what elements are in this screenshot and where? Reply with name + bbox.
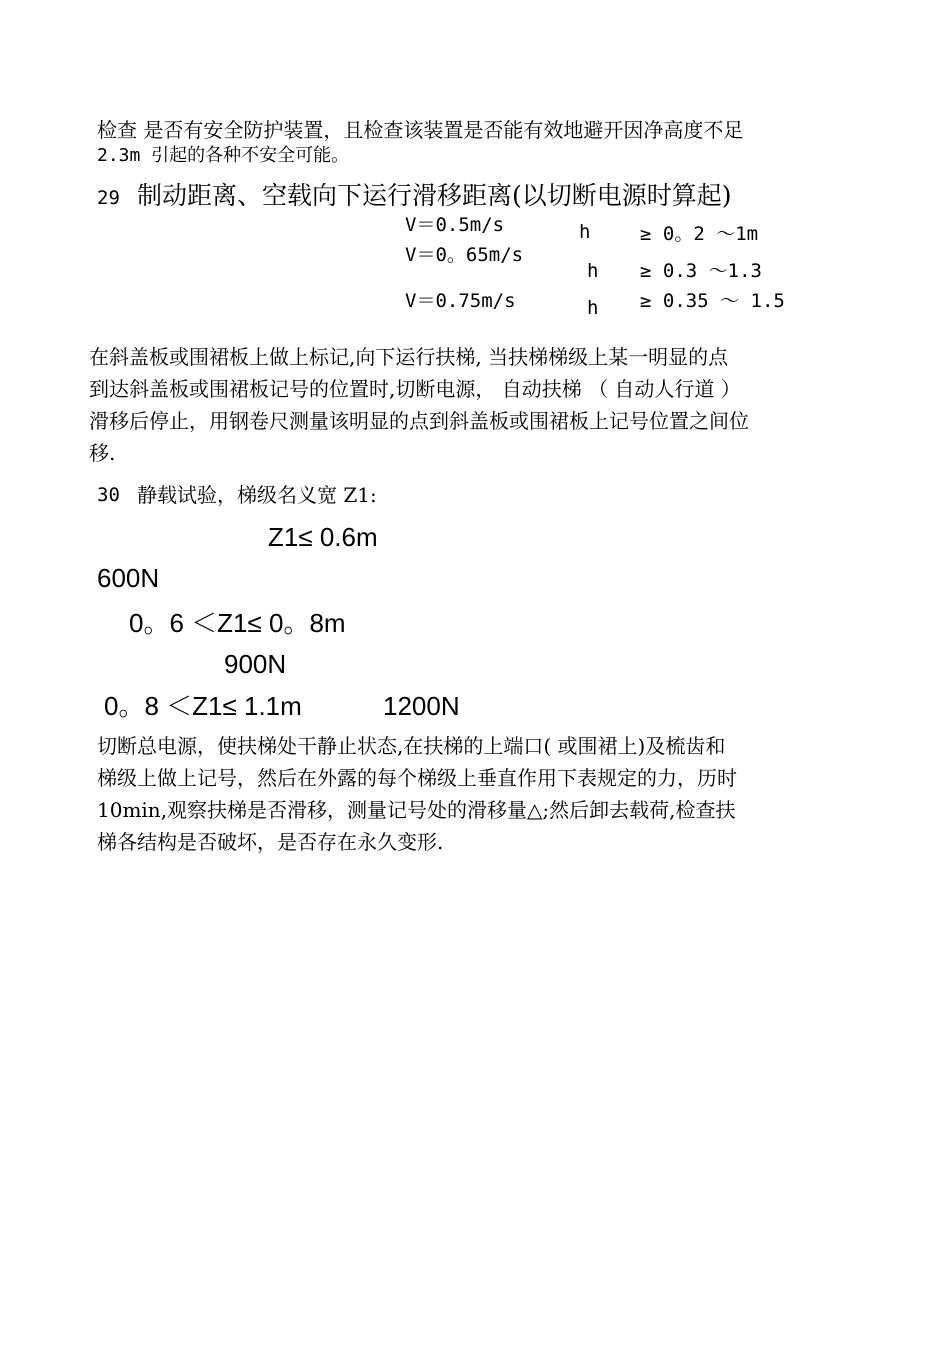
section-29-title: 制动距离、空载向下运行滑移距离(以切断电源时算起) bbox=[137, 181, 732, 210]
load-item-2-force: 900N bbox=[224, 649, 287, 679]
speed-row-2-speed: V＝0。65m/s bbox=[405, 244, 524, 266]
load-item-1-force: 600N bbox=[97, 563, 160, 593]
section-30-paragraph-line-2: 梯级上做上记号，然后在外露的每个梯级上垂直作用下表规定的力，历时 bbox=[97, 766, 737, 790]
section-29-paragraph-line-2: 到达斜盖板或围裙板记号的位置时,切断电源， 自动扶梯 （ 自动人行道 ） bbox=[89, 377, 741, 401]
speed-row-3-speed: V＝0.75m/s bbox=[405, 290, 516, 312]
load-item-1-condition: Z1≤ 0.6m bbox=[268, 522, 378, 552]
speed-row-3-range: ≥ 0.35 ～ 1.5 bbox=[640, 290, 785, 312]
speed-row-1-range: ≥ 0。2 ～1m bbox=[640, 223, 759, 245]
intro-line-1: 检查 是否有安全防护装置，且检查该装置是否能有效地避开因净高度不足 bbox=[97, 118, 744, 142]
intro-line-2: 2.3m 引起的各种不安全可能。 bbox=[97, 145, 350, 166]
speed-row-2-range: ≥ 0.3 ～1.3 bbox=[640, 260, 762, 282]
section-30-paragraph-line-1: 切断总电源，使扶梯处干静止状态,在扶梯的上端口( 或围裙上)及梳齿和 bbox=[97, 734, 726, 758]
section-29-paragraph-line-3: 滑移后停止，用钢卷尺测量该明显的点到斜盖板或围裙板上记号位置之间位 bbox=[89, 409, 749, 433]
load-item-3-condition: 0。8 ＜Z1≤ 1.1m bbox=[104, 691, 302, 721]
speed-row-1-h: h bbox=[579, 221, 591, 243]
speed-row-2-h: h bbox=[587, 260, 599, 282]
load-item-2-condition: 0。6 ＜Z1≤ 0。8m bbox=[129, 608, 346, 638]
section-30-title: 静载试验，梯级名义宽 Z1: bbox=[137, 483, 377, 507]
section-30-paragraph-line-4: 梯各结构是否破坏，是否存在永久变形. bbox=[97, 830, 444, 854]
section-30-paragraph-line-3: 10min,观察扶梯是否滑移，测量记号处的滑移量△;然后卸去载荷,检查扶 bbox=[97, 798, 736, 822]
load-item-3-force: 1200N bbox=[383, 691, 460, 721]
section-29-paragraph-line-4: 移. bbox=[89, 441, 116, 465]
section-29-number: 29 bbox=[97, 187, 120, 209]
section-30-number: 30 bbox=[97, 484, 120, 506]
section-29-paragraph-line-1: 在斜盖板或围裙板上做上标记,向下运行扶梯, 当扶梯梯级上某一明显的点 bbox=[89, 345, 729, 369]
speed-row-1-speed: V＝0.5m/s bbox=[405, 214, 505, 236]
speed-row-3-h: h bbox=[587, 297, 599, 319]
